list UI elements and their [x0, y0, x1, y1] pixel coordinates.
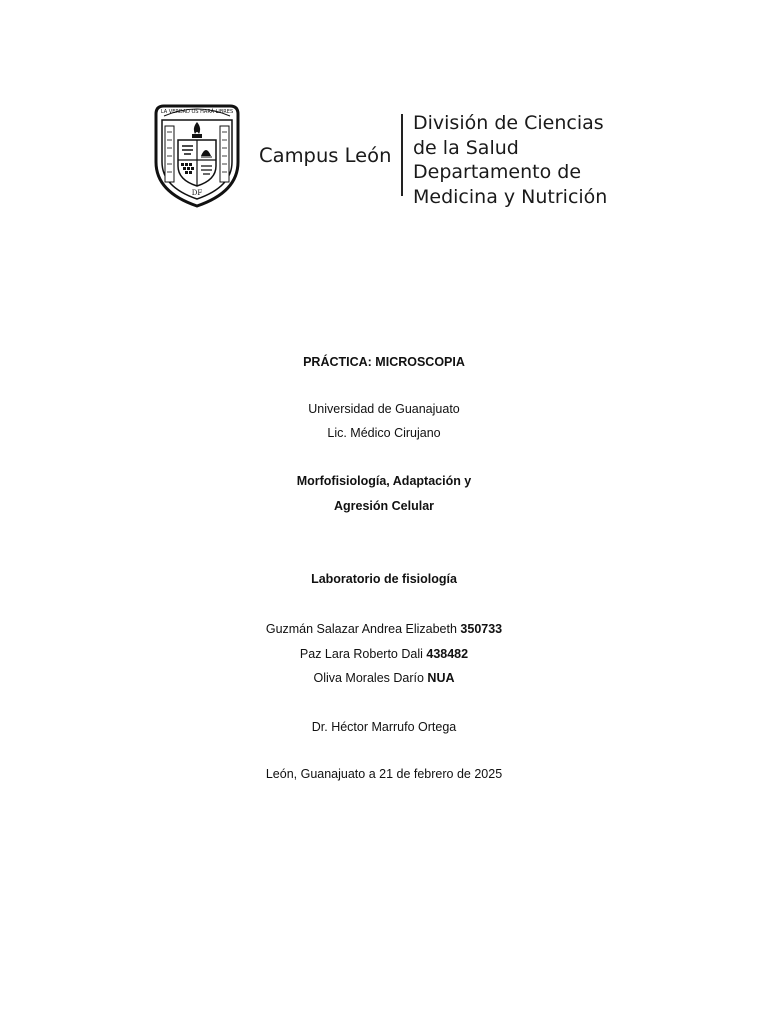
- lab-name: Laboratorio de fisiología: [311, 572, 457, 586]
- campus-name: Campus León: [259, 144, 392, 167]
- practice-title: PRÁCTICA: MICROSCOPIA: [303, 355, 465, 369]
- university-name: Universidad de Guanajuato: [308, 402, 460, 416]
- crest-motto: LA VERDAD OS HARÁ LIBRES: [160, 109, 234, 115]
- student-name: Guzmán Salazar Andrea Elizabeth: [265, 622, 457, 636]
- student-name: Paz Lara Roberto Dali: [299, 647, 423, 661]
- program-name: Lic. Médico Cirujano: [327, 426, 441, 440]
- division-line: Medicina y Nutrición: [413, 185, 608, 208]
- student-entry: [0, 670, 768, 686]
- place-and-date: León, Guanajuato a 21 de febrero de 2025: [265, 767, 503, 781]
- institution-header: [148, 100, 618, 212]
- division-line: Departamento de: [413, 161, 582, 183]
- division-name: [413, 111, 607, 209]
- student-name: Oliva Morales Darío: [313, 671, 424, 685]
- course-title-line2: Agresión Celular: [333, 499, 435, 513]
- header-divider: [401, 114, 403, 196]
- student-id: 438482: [426, 647, 469, 661]
- course-title-line1: Morfofisiología, Adaptación y: [296, 474, 472, 488]
- student-id: 350733: [460, 622, 503, 636]
- university-crest-logo: [148, 100, 246, 210]
- student-entry: [0, 621, 768, 637]
- division-line: División de Ciencias: [413, 112, 604, 134]
- division-line: de la Salud: [413, 136, 519, 159]
- crest-initials: DF: [191, 189, 203, 197]
- student-entry: [0, 646, 768, 662]
- student-id: NUA: [427, 671, 455, 685]
- professor-name: Dr. Héctor Marrufo Ortega: [311, 720, 457, 734]
